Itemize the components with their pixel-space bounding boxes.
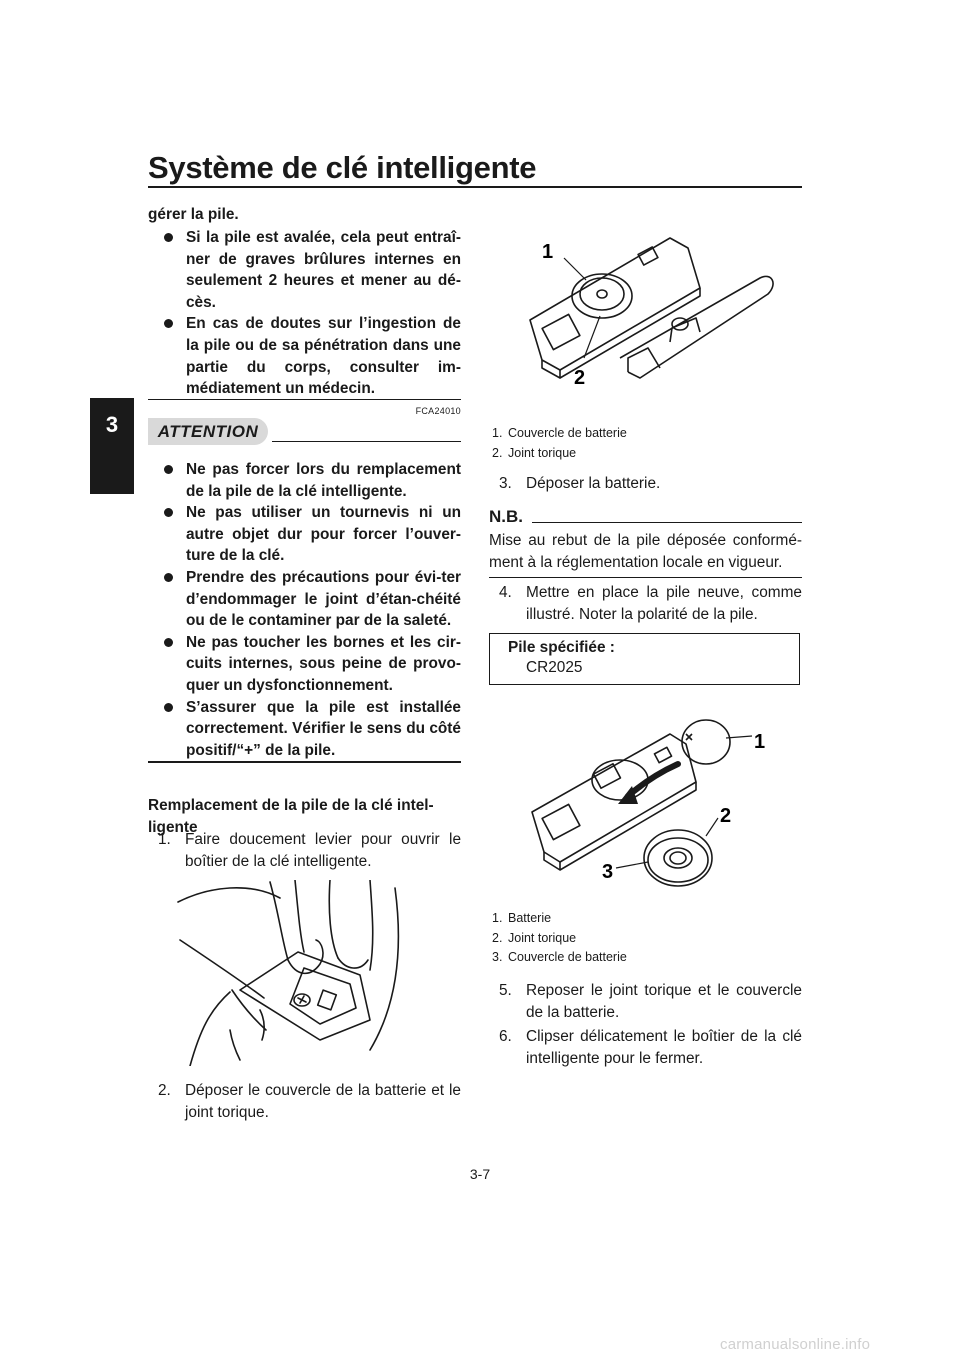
nb-text: Mise au rebut de la pile déposée conformé-ment à la réglementation locale en vigueur. <box>489 532 802 571</box>
page-title: Système de clé intelligente <box>148 150 537 185</box>
attention-badge: ATTENTION <box>148 418 268 445</box>
fig1-caption: 2. Joint torique <box>492 445 577 460</box>
step-item: 6. Clipser délicatement le boîtier de la clé intelligente pour le fermer. <box>499 1028 802 1067</box>
fig2-callout-3: 3 <box>602 861 614 883</box>
fig2-caption: 1. Batterie <box>492 911 552 925</box>
warning-bullet: En cas de doutes sur l’ingestion de la pile ou de sa pénétration dans une partie du corps, consulter im-médiatement un médecin. <box>148 313 461 399</box>
fig1-caption-list <box>489 424 802 463</box>
fig2-callout-1: 1 <box>754 731 766 753</box>
fig2-caption: 3. Couvercle de batterie <box>492 950 627 964</box>
steps-list-right-1 <box>489 473 802 498</box>
attention-bullet: Ne pas toucher les bornes et les cir-cuits internes, sous peine de provo-quer un dysfonctionnement. <box>148 632 461 697</box>
step-item: 2. Déposer le couvercle de la batterie et le joint torique. <box>158 1082 461 1121</box>
nb-head-rule <box>532 522 802 523</box>
battery <box>682 720 730 764</box>
chapter-tab-number: 3 <box>105 412 119 437</box>
section-heading: Remplacement de la pile de la clé intel-ligente <box>148 797 434 836</box>
steps-list-right-3 <box>489 980 802 1072</box>
attention-head-rule <box>272 441 461 442</box>
battery-cover-circle <box>572 274 632 318</box>
figure-open-key-case <box>170 880 406 1066</box>
key-body <box>532 734 696 862</box>
hand-outline <box>178 888 280 902</box>
attention-bullet-list <box>148 459 461 761</box>
intro-text: gérer la pile. <box>148 206 239 223</box>
spec-value: CR2025 <box>526 659 583 676</box>
attention-bullet: S’assurer que la pile est installée correctement. Vérifier le sens du côté positif/“+” de la pile. <box>148 697 461 762</box>
warning-bullet: Si la pile est avalée, cela peut entraî-ner de graves brûlures internes en seulement 2 heures et mener au dé-cès. <box>148 227 461 313</box>
step-item: 5. Reposer le joint torique et le couvercle de la batterie. <box>499 982 802 1021</box>
attention-code: FCA24010 <box>415 406 461 416</box>
fig2-callout-2: 2 <box>720 805 732 827</box>
attention-bullet: Ne pas forcer lors du remplacement de la pile de la clé intelligente. <box>148 459 461 502</box>
title-rule <box>148 186 802 188</box>
figure-battery-cover <box>520 228 780 398</box>
attention-end-rule <box>148 761 461 763</box>
key-shell <box>620 276 773 378</box>
fig1-callout-1: 1 <box>542 241 554 263</box>
step-item: 3. Déposer la batterie. <box>499 475 661 492</box>
steps-list-left-2 <box>148 1080 461 1126</box>
fig2-caption-list <box>489 909 802 968</box>
insert-arrow <box>628 764 678 796</box>
warning-bullet-list <box>148 227 461 400</box>
spec-label: Pile spécifiée : <box>508 639 615 656</box>
nb-heading: N.B. <box>489 507 523 526</box>
page-number: 3-7 <box>469 1166 491 1182</box>
attention-bullet: Ne pas utiliser un tournevis ni un autre objet dur pour forcer l’ouver-ture de la clé. <box>148 502 461 567</box>
step-item: 4. Mettre en place la pile neuve, comme illustré. Noter la polarité de la pile. <box>499 584 802 623</box>
fig1-callout-2: 2 <box>574 367 586 389</box>
key-body <box>530 238 700 370</box>
warning-end-rule <box>148 399 461 400</box>
fig1-caption: 1. Couvercle de batterie <box>492 426 627 440</box>
fig2-caption: 2. Joint torique <box>492 930 577 945</box>
key-case <box>240 952 370 1040</box>
nb-end-rule <box>489 577 802 578</box>
spec-box <box>489 633 800 685</box>
watermark[interactable]: carmanualsonline.info <box>720 1336 871 1353</box>
figure-battery-insert <box>520 712 780 898</box>
attention-bullet: Prendre des précautions pour évi-ter d’endommager le joint d’étan-chéité ou de le contaminer par de la saleté. <box>148 567 461 632</box>
steps-list-left-1 <box>148 829 461 875</box>
step-item: 1. Faire doucement levier pour ouvrir le boîtier de la clé intelligente. <box>158 831 461 870</box>
steps-list-right-2 <box>489 582 802 628</box>
